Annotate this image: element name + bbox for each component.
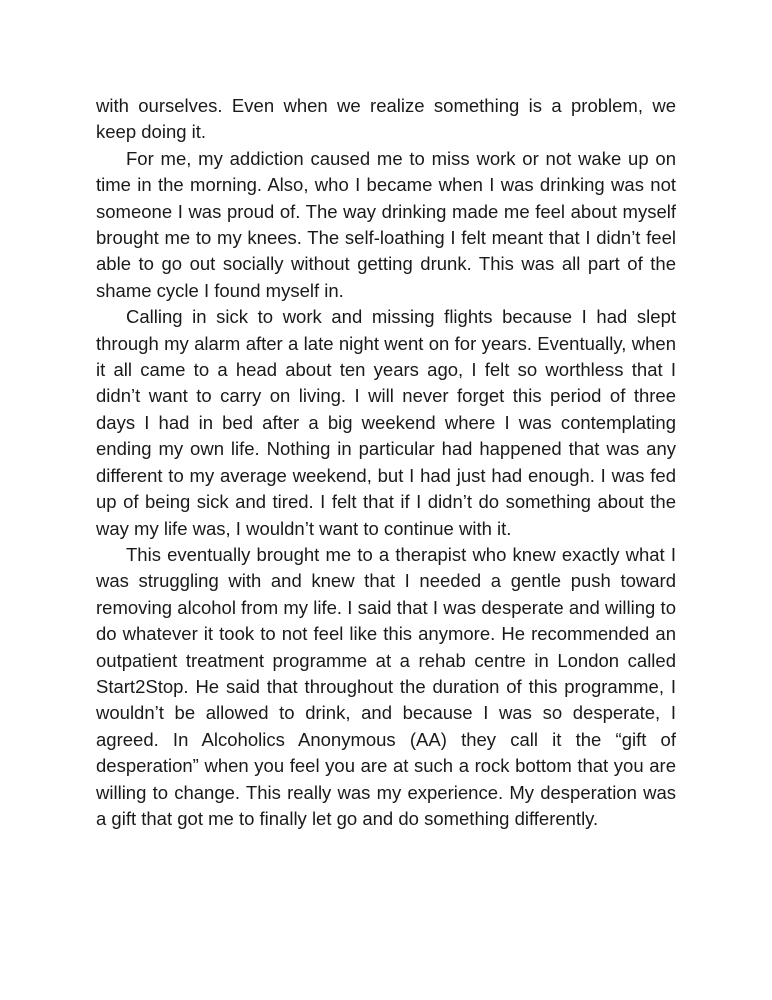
document-page xyxy=(96,93,676,832)
paragraph-addiction-effects: For me, my addiction caused me to miss work or not wake up on time in the morning. Also, who I became when I was drinking was not someone I was proud of. The way drinking made me feel about myself brought me to my knees. The self-loathing I felt meant that I didn’t feel able to go out socially without getting drunk. This was all part of the shame cycle I found myself in. xyxy=(96,147,676,301)
paragraph-continuation: with ourselves. Even when we realize something is a problem, we keep doing it. xyxy=(96,95,676,143)
paragraph-rock-bottom: Calling in sick to work and missing flights because I had slept through my alarm after a late night went on for years. Eventually, when it all came to a head about ten years ago, I felt so worthless that I didn’t want to carry on living. I will never forget this period of three days I had in bed after a big weekend where I was contemplating ending my own life. Nothing in particular had happened that was any different to my average weekend, but I had just had enough. I was fed up of being sick and tired. I felt that if I didn’t do something about the way my life was, I wouldn’t want to continue with it. xyxy=(96,306,676,539)
paragraph-therapist: This eventually brought me to a therapist who knew exactly what I was struggling with and knew that I needed a gentle push toward removing alcohol from my life. I said that I was desperate and willing to do whatever it took to not feel like this anymore. He recommended an outpatient treatment programme at a rehab centre in London called Start2Stop. He said that throughout the duration of this programme, I wouldn’t be allowed to drink, and because I was so desperate, I agreed. In Alcoholics Anonymous (AA) they call it the “gift of desperation” when you feel you are at such a rock bottom that you are willing to change. This really was my experience. My desperation was a gift that got me to finally let go and do something differently. xyxy=(96,543,676,829)
